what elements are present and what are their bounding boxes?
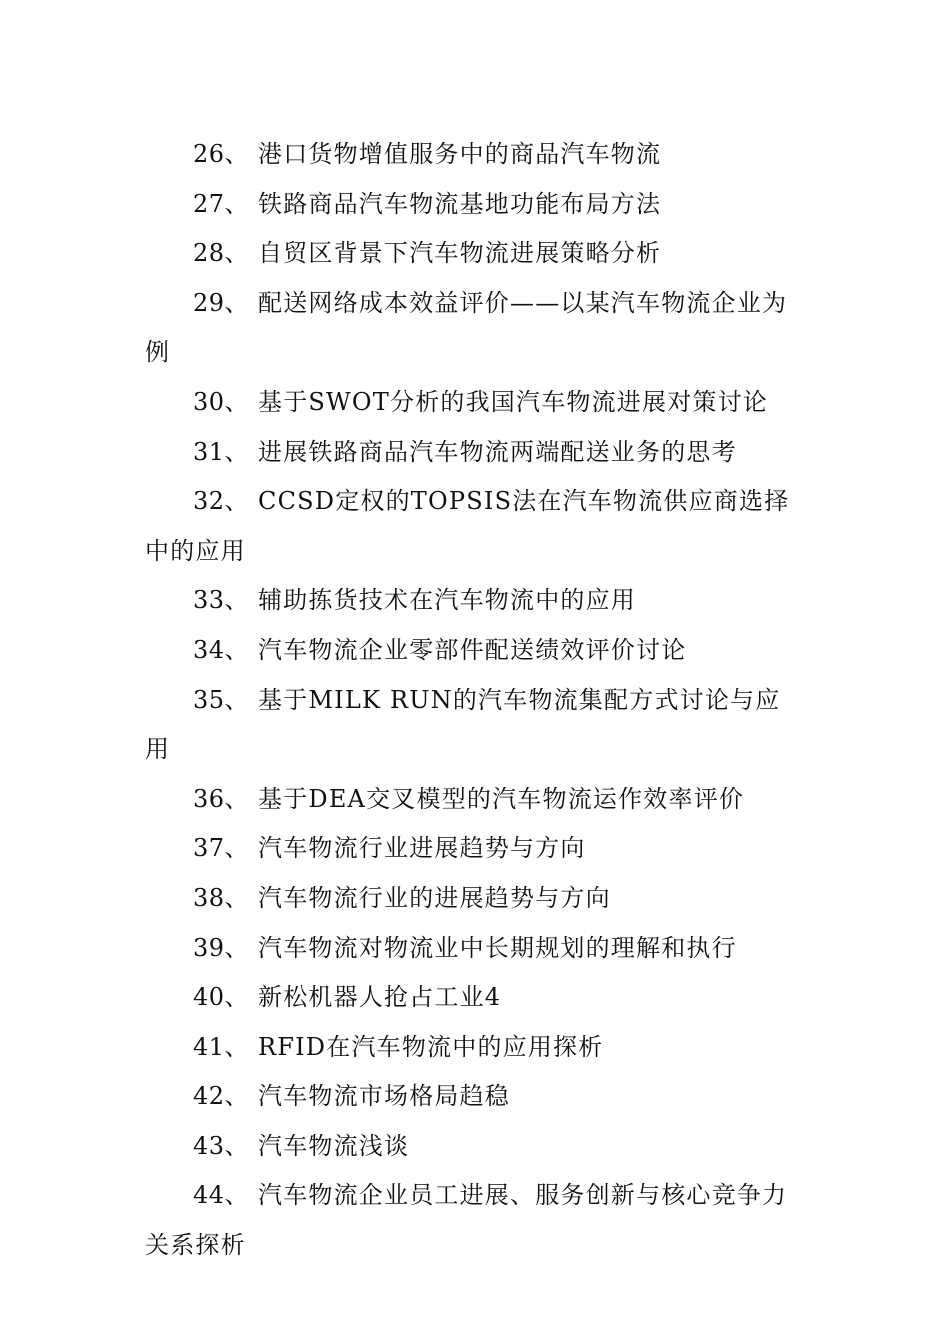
- item-number: 27、: [193, 189, 250, 218]
- list-item: [145, 428, 805, 478]
- list-item: [145, 874, 805, 924]
- list-item: [145, 1122, 805, 1172]
- item-title: RFID在汽车物流中的应用探析: [258, 1032, 604, 1061]
- item-title: 汽车物流对物流业中长期规划的理解和执行: [258, 933, 737, 962]
- item-title: 基于DEA交叉模型的汽车物流运作效率评价: [258, 784, 745, 813]
- list-item: [145, 973, 805, 1023]
- item-title: 新松机器人抢占工业4: [258, 983, 502, 1012]
- list-item: [145, 1171, 805, 1270]
- item-number: 31、: [193, 437, 250, 466]
- item-title: 汽车物流市场格局趋稳: [258, 1082, 510, 1111]
- list-item: [145, 1072, 805, 1122]
- item-number: 33、: [193, 586, 250, 615]
- list-item: [145, 824, 805, 874]
- item-number: 26、: [193, 140, 250, 168]
- item-number: 41、: [193, 1032, 250, 1061]
- item-title: 辅助拣货技术在汽车物流中的应用: [258, 586, 636, 615]
- item-number: 44、: [193, 1181, 250, 1210]
- item-number: 39、: [193, 933, 250, 962]
- item-title: 汽车物流企业员工进展、服务创新与核心竞争力关系探析: [145, 1181, 788, 1260]
- item-title: 汽车物流行业进展趋势与方向: [258, 834, 586, 863]
- list-item: [145, 626, 805, 676]
- topic-list: [145, 130, 805, 1271]
- item-number: 29、: [193, 288, 250, 317]
- list-item: [145, 576, 805, 626]
- item-title: 港口货物增值服务中的商品汽车物流: [258, 140, 662, 168]
- item-title: 自贸区背景下汽车物流进展策略分析: [258, 239, 662, 268]
- list-item: [145, 676, 805, 775]
- item-title: 汽车物流行业的进展趋势与方向: [258, 883, 611, 912]
- item-number: 43、: [193, 1131, 250, 1160]
- item-number: 38、: [193, 883, 250, 912]
- list-item: [145, 180, 805, 230]
- list-item: [145, 775, 805, 825]
- list-item: [145, 1023, 805, 1073]
- item-number: 30、: [193, 387, 250, 416]
- list-item: [145, 924, 805, 974]
- item-title: 汽车物流浅谈: [258, 1131, 410, 1160]
- item-number: 36、: [193, 784, 250, 813]
- item-title: 铁路商品汽车物流基地功能布局方法: [258, 189, 662, 218]
- item-title: 进展铁路商品汽车物流两端配送业务的思考: [258, 437, 737, 466]
- item-number: 34、: [193, 635, 250, 664]
- item-title: 基于SWOT分析的我国汽车物流进展对策讨论: [258, 387, 768, 416]
- list-item: [145, 130, 805, 180]
- item-number: 28、: [193, 239, 250, 268]
- list-item: [145, 477, 805, 576]
- item-title: 汽车物流企业零部件配送绩效评价讨论: [258, 635, 687, 664]
- item-title: CCSD定权的TOPSIS法在汽车物流供应商选择中的应用: [145, 487, 790, 565]
- item-number: 40、: [193, 983, 250, 1012]
- list-item: [145, 279, 805, 378]
- item-number: 42、: [193, 1082, 250, 1111]
- item-title: 配送网络成本效益评价——以某汽车物流企业为例: [145, 288, 788, 367]
- list-item: [145, 378, 805, 428]
- item-title: 基于MILK RUN的汽车物流集配方式讨论与应用: [145, 685, 781, 764]
- item-number: 32、: [193, 487, 250, 516]
- item-number: 37、: [193, 834, 250, 863]
- item-number: 35、: [193, 685, 250, 714]
- list-item: [145, 229, 805, 279]
